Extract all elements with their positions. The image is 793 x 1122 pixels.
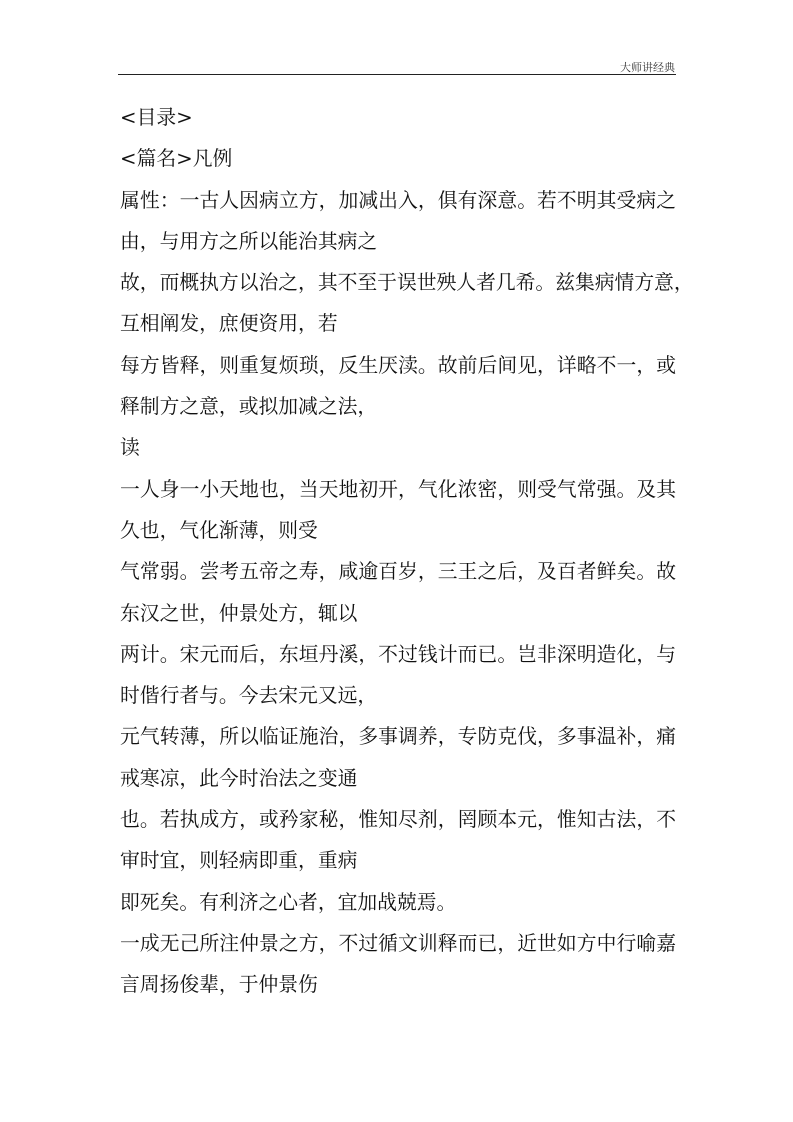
running-header: 大师讲经典 [620, 61, 675, 74]
text-line: 每方皆释，则重复烦琐，反生厌渎。故前后间见，详略不一，或 [120, 353, 676, 377]
text-line: 时偕行者与。今去宋元又远， [120, 684, 378, 708]
text-line: 读 [120, 436, 140, 460]
header-divider [118, 74, 676, 75]
text-line: 气常弱。尝考五帝之寿，咸逾百岁，三王之后，及百者鲜矣。故 [120, 560, 676, 584]
text-line: 故，而概执方以治之，其不至于误世殃人者几希。兹集病情方意， [120, 271, 694, 295]
text-line: <篇名>凡例 [120, 147, 233, 171]
text-line: 一成无己所注仲景之方，不过循文训释而已，近世如方中行喻嘉 [120, 931, 676, 955]
text-line: 东汉之世，仲景处方，辄以 [120, 601, 358, 625]
text-line: 元气转薄，所以临证施治，多事调养，专防克伐，多事温补，痛 [120, 725, 676, 749]
text-line: 一人身一小天地也，当天地初开，气化浓密，则受气常强。及其 [120, 477, 676, 501]
text-line: 久也，气化渐薄，则受 [120, 518, 318, 542]
text-line: 属性：一古人因病立方，加减出入，俱有深意。若不明其受病之 [120, 188, 676, 212]
text-line: 也。若执成方，或矜家秘，惟知尽剂，罔顾本元，惟知古法，不 [120, 808, 676, 832]
text-line: 由，与用方之所以能治其病之 [120, 229, 378, 253]
text-line: 言周扬俊辈，于仲景伤 [120, 973, 318, 997]
text-line: <目录> [120, 106, 193, 129]
document-body [120, 97, 694, 1006]
text-line: 互相阐发，庶便资用，若 [120, 312, 338, 336]
text-line: 即死矣。有利济之心者，宜加战兢焉。 [120, 890, 457, 914]
text-line: 释制方之意，或拟加减之法， [120, 395, 378, 419]
text-line: 两计。宋元而后，东垣丹溪，不过钱计而已。岂非深明造化，与 [120, 642, 676, 666]
text-line: 戒寒凉，此今时治法之变通 [120, 766, 358, 790]
text-line: 审时宜，则轻病即重，重病 [120, 849, 358, 873]
